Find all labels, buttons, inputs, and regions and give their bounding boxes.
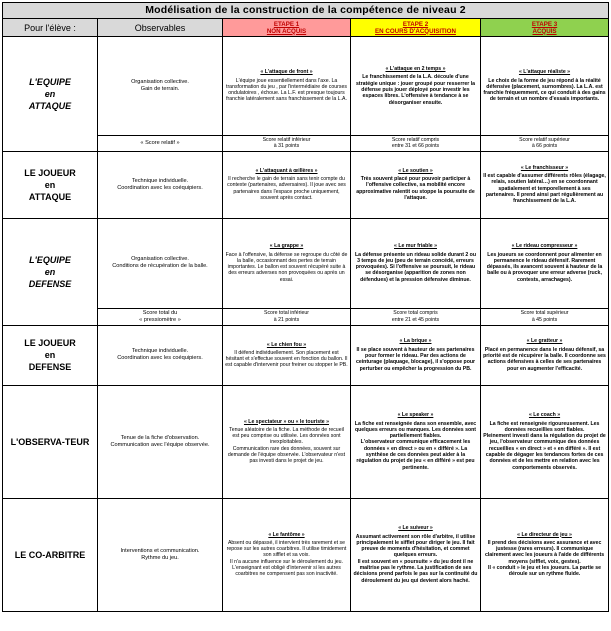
row-name-co-referee [3,498,98,611]
cell-text: La fiche est renseignée rigoureusement. Les données recueillies sont fiables. Pleinement investi dans la régulation du projet de jeu, l'observateur communique des données recueillies « en direct » et « en différé ». Il est capable de dégager les tendances fortes de ces données et de les mettre en relation avec les comportements observés. [483,420,606,471]
cell-text: Assumant activement son rôle d'arbitre, il utilise principalement le sifflet pour diriger le jeu. Il fait preuve de moments d'hésitation, et commet quelques erreurs. Il est souvent en « poursuite » du jeu dont il ne maîtrise pas le rythme. La justification de ses décisions prend parfois le pas sur la continuité du déroulement du jeu qui devient alors haché. [353,533,478,584]
cell-heading: « L'attaque de front » [260,69,313,76]
competence-sheet [2,2,608,612]
cell-heading: « L'attaque réaliste » [518,69,571,76]
cell-text: Très souvent placé pour pouvoir participer à l'offensive collective, sa mobilité encore approximative ralentit ou stoppe la poursuite de l'attaque. [356,176,475,202]
cell-heading: « L'attaquant à œillères » [255,167,318,174]
level-2-label: ETAPE 2 [402,20,429,28]
cell-text: Placé en permanence dans le rideau défensif, sa priorité est de récupérer la balle. Il coordonne ses actions défensives à celles de ses partenaires pour en augmenter l'efficacité. [483,346,606,372]
cell-step3 [481,498,609,611]
cell-heading: « Le suiveur » [398,525,433,532]
cell-step2 [351,325,481,385]
level-3-label: ETAPE 3 [531,20,558,28]
observables-observer [98,385,223,498]
cell-text: Il défend individuellement. Son placement est hésitant et s'effectue souvent en fonction du ballon. Il est capable d'intervenir pour freiner ou stopper le PB. [225,349,348,369]
cell-heading: « Le rideau compresseur » [511,243,578,250]
cell-text: Il prend des décisions avec assurance et avec justesse (rares erreurs). Il communique clairement avec les joueurs à l'aide de différents moyens (sifflet, voix, gestes). Il « conduit » le jeu et les joueurs. La partie se déroule sur un rythme fluide. [484,539,605,578]
level-1-sub: NON ACQUIS [266,27,307,35]
observables-player-defense [98,325,223,385]
cell-step1 [223,218,351,308]
score-text: Score relatif inférieur à 31 points [262,137,311,150]
row-name-text: LE JOUEUR en ATTAQUE [24,167,76,202]
cell-step1 [223,498,351,611]
competence-table [2,2,609,612]
row-name-text: LE JOUEUR en DEFENSE [24,338,76,373]
cell-heading: « Le soutien » [398,167,433,174]
cell-step2 [351,151,481,218]
table-row [3,37,609,136]
score-text: Score total inférieur à 21 points [264,310,309,323]
row-name-player-defense [3,325,98,385]
cell-step1 [223,325,351,385]
score-step2 [351,308,481,325]
score-text: Score total supérieur à 45 points [520,310,569,323]
row-name-observer [3,385,98,498]
cell-heading: « Le mur friable » [394,243,437,250]
cell-text: Il est capable d'assumer différents rôles (élagage, relais, soutien latéral…) en se coordonnant spatialement et temporellement à ses partenaires. Il prend ainsi part régulièrement au franchissement de la L.A. [483,173,606,205]
row-name-team-defense [3,218,98,325]
cell-heading: « Le directeur de jeu » [517,531,572,538]
cell-text: Face à l'offensive, la défense se regroupe du côté de la balle, occasionnant des pertes de terrain importantes. Le ballon est souvent récupéré suite à des erreurs adverses non provoquées ou après un essai. [225,251,348,283]
cell-text: La défense présente un rideau solide durant 2 ou 3 temps de jeu (peu de terrain concédé, erreurs provoquées). Si l'offensive se poursuit, le rideau se désorganise (apparition de zones non défendues) et la pression défensive diminue. [354,251,477,283]
row-name-text: L'EQUIPE en ATTAQUE [28,76,72,111]
level-3-sub: ACQUIS [532,27,557,35]
table-row [3,151,609,218]
row-name-player-attack [3,151,98,218]
cell-text: Il se place souvent à hauteur de ses partenaires pour former le rideau. Par des actions de ceinturage (plaquage, blocage), il s'oppose pour perturber ou empêcher la progression du PB. [355,346,476,372]
score-label [98,308,223,325]
cell-text: Il recherche le gain de terrain sans tenir compte du contexte (partenaires, adversaires). Il joue avec ses partenaires dans l'espace proche uniquement, souvent après contact. [227,176,346,202]
cell-step2 [351,37,481,136]
row-name-text: LE CO-ARBITRE [14,549,86,560]
cell-text: L'équipe joue essentiellement dans l'axe. La transformation du jeu , par l'intermédiaire de courses ondulatoires , échoue. La L.F. est presque toujours franchie latéralement sans franchissement de la L.A. [226,77,347,103]
observables-text: Interventions et communication. Rythme du jeu. [120,547,200,561]
score-step2 [351,136,481,152]
cell-heading: « Le franchisseur » [520,164,569,171]
score-step3 [481,308,609,325]
observables-team-defense [98,218,223,308]
cell-step1 [223,37,351,136]
cell-text: Les joueurs se coordonnent pour alimenter en permanence le rideau défensif. Rarement dépassés, ils avancent souvent à hauteur de la balle ou à provoquer une erreur adverse (ruck, contests, arrachages). [486,251,603,283]
observables-team-attack [98,37,223,136]
cell-step3 [481,151,609,218]
cell-text: Le choix de la forme de jeu répond à la réalité défensive (placement, surnombres). La L.A. est franchie fréquemment, ce qui conduit à des gains de terrain et un nombre d'essais importants. [483,77,606,103]
cell-heading: « Le coach » [528,412,561,419]
observables-text: Organisation collective. Gain de terrain. [131,79,189,92]
cell-heading: « Le gratteur » [526,338,563,345]
score-label-text: « Score relatif » [140,139,180,146]
cell-heading: « Le chien fou » [266,341,307,348]
score-label-text: Score total du « pressiomètre » [139,309,181,323]
table-row [3,498,609,611]
cell-heading: « Le speaker » [397,412,434,419]
observables-text: Technique individuelle. Coordination avec les coéquipiers. [117,348,203,362]
header-observables: Observables [98,19,223,37]
level-1-header [223,19,351,37]
cell-step1 [223,151,351,218]
cell-step2 [351,385,481,498]
observables-player-attack [98,151,223,218]
row-name-text: L'EQUIPE en DEFENSE [28,254,72,289]
cell-heading: « L'attaque en 2 temps » [385,66,446,73]
cell-heading: « Le spectateur » ou « le touriste » [243,418,330,425]
score-text: Score relatif supérieur à 66 points [519,137,570,150]
level-2-header [351,19,481,37]
cell-heading: « La grappe » [269,243,304,250]
cell-text: Tenue aléatoire de la fiche. La méthode de recueil est peu comprise ou utilisée. Les données sont inexploitables. Communication rare des données, souvent sur demande de l'équipe observée. L'observateur n'est pas investi dans le projet de jeu. [227,426,346,465]
score-step3 [481,136,609,152]
cell-text: Le franchissement de la L.A. découle d'une stratégie unique : jouer groupé pour resserrer la défense puis jouer déployé pour investir les espaces libres. L'offensive à tendance à se désorganiser ensuite. [355,74,476,106]
score-text: Score relatif compris entre 31 et 66 points [391,137,440,150]
cell-text: La fiche est renseignée dans son ensemble, avec quelques erreurs ou manques. Les données sont partiellement fiables. L'observateur communique efficacement les données « en direct » ou en « différé ». La synthèse de ces données peut aider à la régulation du projet de jeu « en différé » est peu pertinente. [354,420,477,471]
cell-step2 [351,498,481,611]
score-label [98,136,223,152]
cell-heading: « Le fantôme » [268,531,305,538]
observables-text: Tenue de la fiche d'observation. Communication avec l'équipe observée. [110,434,210,448]
observables-co-referee [98,498,223,611]
table-row [3,385,609,498]
cell-step1 [223,385,351,498]
table-row [3,218,609,308]
table-row [3,325,609,385]
score-text: Score total compris entre 21 et 45 points [391,310,440,323]
level-3-header [481,19,609,37]
cell-heading: « La brique » [399,338,432,345]
page-title: Modélisation de la construction de la compétence de niveau 2 [3,3,609,19]
cell-step3 [481,218,609,308]
observables-text: Organisation collective. Conditions de récupération de la balle. [112,256,208,270]
level-1-label: ETAPE 1 [273,20,300,28]
row-name-text: L'OBSERVA-TEUR [10,436,90,447]
observables-text: Technique individuelle. Coordination avec les coéquipiers. [117,177,203,191]
score-step1 [223,308,351,325]
cell-step3 [481,385,609,498]
cell-text: Absent ou dépassé, il intervient très rarement et se repose sur les autres coarbitres. Il utilise timidement son sifflet et sa voix. Il n'a aucune influence sur le déroulement du jeu. L'enseignant est obligé d'intervenir si les autres coarbitres ne compensent pas son inactivité. [226,539,347,578]
cell-step3 [481,325,609,385]
header-student: Pour l'élève : [3,19,98,37]
row-name-team-attack [3,37,98,152]
score-step1 [223,136,351,152]
cell-step2 [351,218,481,308]
level-2-sub: EN COURS D'ACQUISITION [375,27,456,35]
cell-step3 [481,37,609,136]
